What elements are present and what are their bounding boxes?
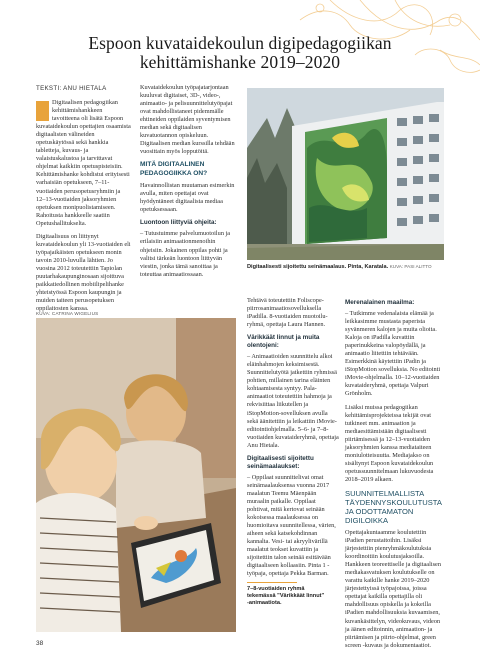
- subheading: Digitaalisesti sijoitettu seinämaalaukset:: [247, 454, 314, 470]
- column-3: [247, 297, 339, 583]
- article-title: [40, 34, 440, 72]
- paragraph: Digitaalisuus on liittynyt kuvataidekoulun yli 13-vuotiaiden eli työpajaikäisten opetukseen monin tavoin 2010-luvulla lähtien. Jo vuosina 2012 toteutettiin Tapiolan puutarhakaupunginosaan sijoittuva paikkatiedollinen mobiilipelihanke yhteistyössä Espoon kaupungin ja muiden taiteen perusopetuksen oppilaitosten kanssa.: [36, 232, 131, 313]
- column-4: [345, 297, 444, 655]
- intro-paragraph: Digitaalisen pedagogiikan kehittämishankkeen tavoitteena oli lisätä Espoon kuvataidekoulun opettajien osaamista digitaalisten välineiden opetuskäytössä sekä hankkia tabletteja, kuvaus- ja valaistuskalustoa ja tarvittavat ohjelmat kaikkiin opetuspisteisiin. Kehittämishanke kohdistui erityisesti varhaisiän opetukseen, 7–11-vuotiaiden perusopetusryhmiin ja 12–13-vuotiaiden jaksoryhmien opetuksen monipuolistamiseen. Rahoitusta hankkeelle saatiin Opetushallitukselta.: [36, 99, 131, 227]
- kids-photo-credit: KUVA: CATRINA WIGELIUS: [36, 311, 99, 316]
- drop-cap-block: [36, 101, 49, 121]
- paragraph: Havainnollistan muutaman esimerkin avulla, miten opettajat ovat hyödyntäneet digitaalista mediaa opetuksessaan.: [140, 182, 235, 214]
- subheading: Merenalainen maailma:: [345, 299, 415, 306]
- paragraph: Opettajakuntaamme koulutettiin iPadien perustaitoihin. Lisäksi järjestettiin pienryhmäkoulutuksia koordinoitiin koulutusjaksoilla. Hankkeen teoreettiselle ja digitaalisen mediakasvatuksen koulutukselle on varattu kaikille hanke 2019–2020 järjestettyissä työpajoissa, joissa opettajat kaikilla opettajilla oli mahdollisuus opiskella ja kokeilla iPadien mahdollisuuksia kuvaamisen, kuvankäsittelyn, videokuvaus, videon ja äänen editoinnin, animaation- ja piirtämisen ja piirto-ohjelmat, green screen -kuvaus ja dokumentaatiot.: [345, 528, 441, 649]
- children-tablet-photo: [36, 318, 236, 632]
- building-illustration: [247, 88, 444, 260]
- paragraph: Tehtävä toteutettiin Foliscope-piirrosanimaatiosovelluksella iPadilla. 8-vuotiaiden muotoiluryhmä, opettaja Laura Hannen.: [247, 297, 328, 329]
- paragraph: – Tutustuimme palvelumuotoilun ja erilaisiin animaationmenoihin ohjeisiin. Jokainen oppilas pohti ja valitsi tärkeän luontoon liittyvän viestin, jonka tämä sanoittaa ja toteuttaa animaatiossaan.: [140, 230, 231, 278]
- paragraph: Kuvataidekoulun työpajatarjontaan kuuluvat digitaiset, 3D-, video-, animaatio- ja pelisuunnittelutyöpajat ovat mahdollistaneet pidemmälle ehtineiden oppilaiden syventymisen median sekä digitaalisen kuvatuotannon opiskeluun. Digitaalisen median kurssilla tehdään vuosittain myös lopputöitä.: [140, 84, 235, 156]
- paragraph: – Tutkimme vedenalaista elämää ja leikkasimme mustasta paperista syvänmeren kalojen ja muita olioita. Kaloja on iPadilla kuvattiin paperinukkeina valopöydällä, ja animaatio liitettiin tehtävään. Esimerkkinä käytettiin iPadin ja iStopMotion sovelluksia. No editointi iMovie-ohjelmalla. 10–12-vuotiaiden kuvataideryhmä, opettaja Valpuri Grönholm.: [345, 310, 441, 398]
- building-photo-caption: Digitaalisesti sijoitettu seinämaalaus. Pinta, Karatala. KUVA: PASI ALITTO: [247, 264, 432, 270]
- subheading: MITÄ DIGITAALINEN PEDAGOGIIKKA ON?: [140, 161, 208, 177]
- children-illustration: [36, 318, 236, 632]
- paragraph: – Oppilaat suunnittelivat omat seinämaalauksensa vuonna 2017 maalatun Teemu Mäenpään muraalin paikalle. Oppilaat pohtivat, mitä kertovat seinään kokoisessa maalauksessa on huomioitava suunnitellessa, värien, aiheen sekä katsekohdinnan kannalta. Vesi- tai akryylivärillä maalatut teokset kuvattiin ja sijoitettiin talon seinää esittävään digitaaliseen kollaasiin. Pinta 1 -työpaja, opettaja Pekka Barman.: [247, 473, 336, 578]
- building-mural-photo: [247, 88, 444, 260]
- title-line-2: kehittämishanke 2019–2020: [139, 52, 341, 72]
- subheading-large: SUUNNITELMALLISTA TÄYDENNYSKOULUTUSTA JA ODOTTAMATON DIGILOIKKA: [345, 488, 442, 525]
- column-2: [140, 84, 237, 284]
- subheading: Luontoon liittyviä ohjeita:: [140, 219, 217, 227]
- byline: TEKSTI: ANU HIETALA: [36, 85, 107, 92]
- building-photo-credit: KUVA: PASI ALITTO: [389, 264, 432, 269]
- page-number: 38: [36, 640, 44, 647]
- paragraph: – Animaatioiden suunnittelu alkoi eläinhahmojen keksimisestä. Suunnittelutyötä jatkettiin ryhmissä pohtien, millainen tarina eläinten kohtaamisesta syntyy. Pala-animaatiot toteutettiin hahmoja ja rekvisiittaa liikutellen ja iStopMotion-sovelluksen avulla sekä äänitettiin ja leikattiin iMovie-editointiohjelmalla. 5–6- ja 7–8-vuotiaiden kuvataideryhmä, opettaja Anu Hietala.: [247, 353, 339, 449]
- column-1: [36, 99, 131, 318]
- subheading: Värikkäät linnut ja muita olentojeni:: [247, 334, 320, 350]
- title-line-1: Espoon kuvataidekoulun digipedagogiikan: [88, 33, 392, 53]
- paragraph: Lisäksi muissa pedagogiikan kehittämisprojekteissa tekijät ovat tutkineet mm. animaation ja mediaesittämistään digitaalisesti piirtämisessä ja 12–13-vuotiaiden jaksoryhmien kanssa mediataiteen moniulotteisuutta. Mediajakso on sisältynyt Espoon kuvataidekoulun opetussuunnitelmaan lukuvuodesta 2018–2019 alkaen.: [345, 403, 434, 483]
- kids-photo-caption: 7–8-vuotiaiden ryhmä tekemässä "Värikkäät linnut" -animaatiota.: [247, 586, 325, 606]
